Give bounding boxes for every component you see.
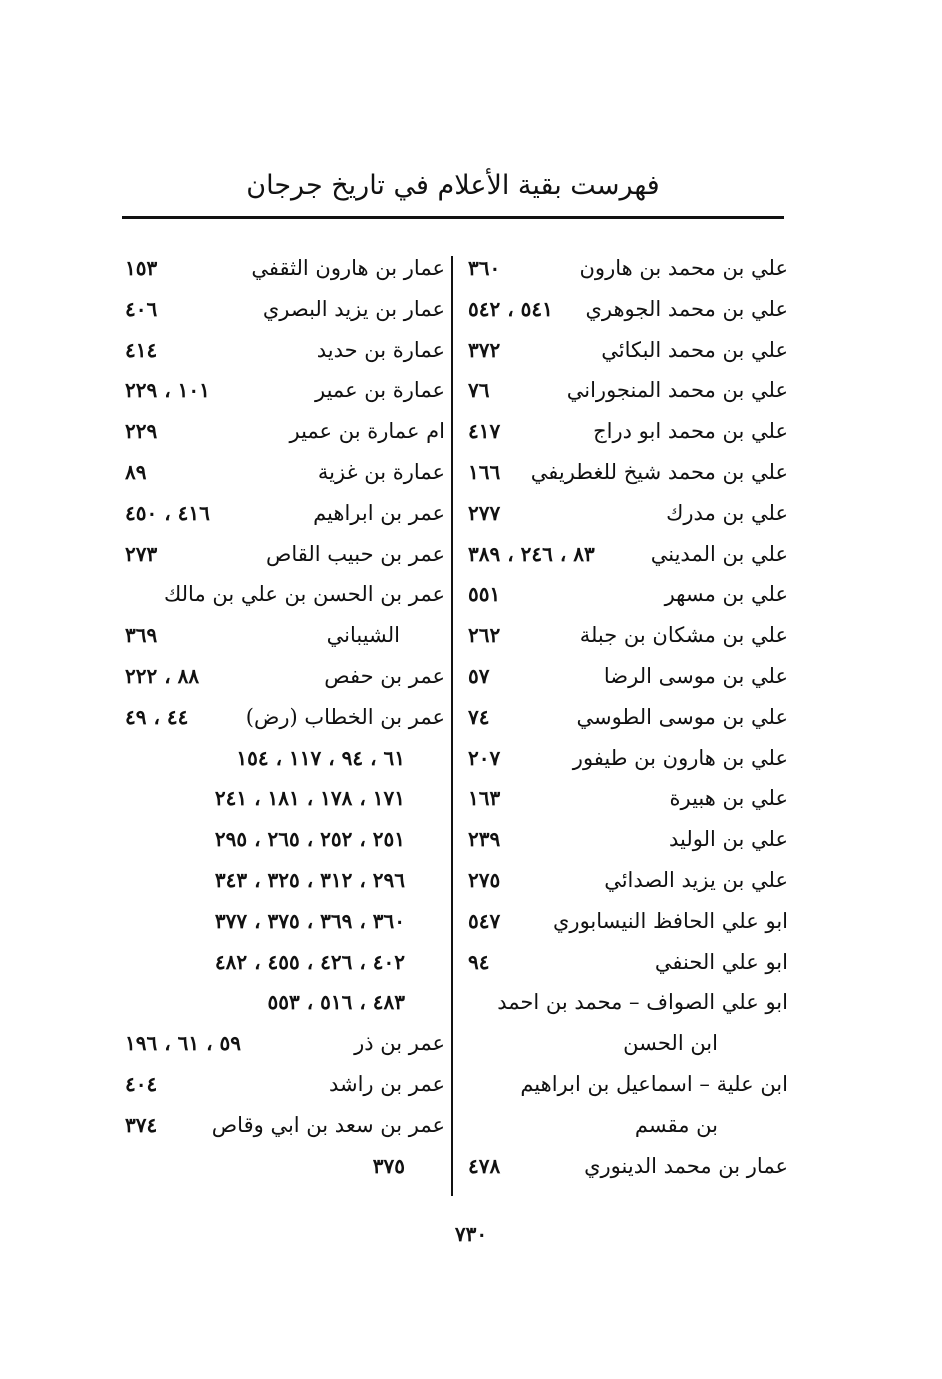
entry-pages: ٣٧٢ — [468, 337, 501, 362]
entry-pages: ٢٧٣ — [125, 541, 158, 566]
entry-pages: ٤٠٢ ، ٤٢٦ ، ٤٥٥ ، ٤٨٢ — [214, 949, 405, 974]
index-entry — [458, 860, 788, 901]
entry-name: علي بن مسهر — [664, 582, 788, 607]
entry-name: علي بن هارون بن طيفور — [572, 745, 788, 770]
index-entry-pages-continuation — [115, 901, 445, 942]
entry-pages: ١٥٣ — [125, 256, 158, 280]
entry-name: عمر بن ابراهيم — [313, 500, 445, 525]
index-entry — [115, 452, 445, 493]
index-entry — [458, 411, 788, 452]
index-entry — [115, 534, 445, 575]
entry-name: علي بن موسى الطوسي — [576, 704, 788, 729]
entry-pages: ٢٧٧ — [468, 500, 501, 525]
index-entry-pages-continuation — [115, 942, 445, 983]
entry-pages: ٨٣ ، ٢٤٦ ، ٣٨٩ — [468, 541, 595, 566]
entry-pages: ٤٠٦ — [125, 296, 158, 321]
index-entry — [458, 574, 788, 615]
entry-name: علي بن محمد بن هارون — [579, 256, 788, 280]
entry-pages: ٤٨٣ ، ٥١٦ ، ٥٥٣ — [267, 990, 405, 1015]
index-entry — [115, 574, 445, 615]
entry-name: ابو علي الحافظ النيسابوري — [552, 908, 788, 933]
entry-name: عمر بن الحسن بن علي بن مالك — [163, 582, 445, 607]
entry-pages: ٥٧ — [468, 663, 490, 688]
entry-pages: ٩٤ — [468, 949, 490, 974]
index-entry-continuation — [458, 1023, 788, 1064]
index-entry-pages-continuation — [115, 738, 445, 779]
entry-name: بن مقسم — [634, 1112, 718, 1137]
header-rule — [122, 216, 784, 219]
entry-name: عمر بن الخطاب (رض) — [245, 704, 445, 729]
entry-name: ابن الحسن — [623, 1031, 718, 1056]
entry-name: علي بن مشكان بن جبلة — [579, 623, 788, 648]
index-entry-pages-continuation — [115, 1146, 445, 1187]
index-entry — [458, 1146, 788, 1187]
entry-name: ابن علية – اسماعيل بن ابراهيم — [520, 1071, 788, 1096]
entry-name: علي بن المديني — [650, 541, 788, 566]
entry-pages: ٢٢٩ — [125, 419, 158, 444]
entry-name: علي بن محمد الجوهري — [585, 296, 788, 321]
entry-name: علي بن محمد البكائي — [601, 337, 788, 362]
index-entry — [458, 819, 788, 860]
index-entry — [458, 738, 788, 779]
entry-pages: ٣٧٥ — [372, 1153, 405, 1178]
entry-pages: ٤٠٤ — [125, 1071, 158, 1096]
entry-name: علي بن الوليد — [668, 827, 788, 852]
entry-name: علي بن يزيد الصدائي — [604, 867, 788, 892]
index-entry — [458, 452, 788, 493]
entry-name: علي بن هبيرة — [669, 786, 788, 811]
entry-pages: ٣٧٤ — [125, 1112, 158, 1137]
index-entry — [115, 493, 445, 534]
entry-pages: ٨٨ ، ٢٢٢ — [125, 663, 200, 688]
index-entry — [115, 289, 445, 330]
index-entry — [115, 330, 445, 371]
index-entry — [458, 697, 788, 738]
entry-pages: ١٦٣ — [468, 786, 501, 811]
entry-pages: ٨٩ — [125, 459, 147, 484]
entry-name: علي بن محمد المنجوراني — [566, 378, 788, 403]
entry-pages: ٢٠٧ — [468, 745, 501, 770]
entry-name: ابو علي الحنفي — [654, 949, 788, 974]
index-entry — [458, 493, 788, 534]
entry-pages: ٤١٤ — [125, 337, 158, 362]
entry-pages: ٤١٦ ، ٤٥٠ — [125, 500, 210, 525]
index-column-left — [115, 248, 445, 1186]
index-entry — [458, 289, 788, 330]
entry-name: عمر بن حفص — [324, 663, 445, 688]
entry-pages: ٣٦٠ — [468, 256, 501, 280]
index-entry — [458, 778, 788, 819]
index-entry — [458, 248, 788, 289]
index-entry — [115, 656, 445, 697]
entry-name: ابو علي الصواف – محمد بن احمد — [497, 990, 788, 1015]
entry-pages: ٣٦٠ ، ٣٦٩ ، ٣٧٥ ، ٣٧٧ — [214, 908, 405, 933]
page-title: فهرست بقية الأعلام في تاريخ جرجان — [246, 170, 660, 201]
entry-pages: ٣٦٩ — [125, 623, 158, 648]
entry-pages: ٦١ ، ٩٤ ، ١١٧ ، ١٥٤ — [236, 745, 405, 770]
entry-pages: ٥٤١ ، ٥٤٢ — [468, 296, 553, 321]
index-entry-pages-continuation — [115, 860, 445, 901]
entry-pages: ٢٦٢ — [468, 623, 501, 648]
entry-name: عمر بن سعد بن ابي وقاص — [211, 1112, 445, 1137]
index-entry — [115, 1023, 445, 1064]
entry-pages: ٤٧٨ — [468, 1153, 501, 1178]
index-entry — [458, 1064, 788, 1105]
entry-pages: ١٠١ ، ٢٢٩ — [125, 378, 210, 403]
entry-name: عمر بن ذر — [354, 1031, 445, 1056]
entry-pages: ٤١٧ — [468, 419, 501, 444]
index-entry-pages-continuation — [115, 778, 445, 819]
entry-pages: ٥٤٧ — [468, 908, 501, 933]
index-entry — [458, 534, 788, 575]
index-entry — [115, 411, 445, 452]
page-number: ٧٣٠ — [454, 1222, 488, 1246]
entry-name: علي بن محمد ابو دراج — [593, 419, 788, 444]
index-entry-continuation — [458, 1105, 788, 1146]
index-entry — [458, 982, 788, 1023]
index-entry-pages-continuation — [115, 982, 445, 1023]
entry-name: الشيباني — [326, 623, 400, 648]
entry-name: عمار بن محمد الدينوري — [584, 1153, 788, 1178]
index-entry — [458, 942, 788, 983]
index-entry — [115, 1064, 445, 1105]
entry-pages: ٢٧٥ — [468, 867, 501, 892]
entry-pages: ٥٩ ، ٦١ ، ١٩٦ — [125, 1031, 241, 1056]
index-entry — [458, 901, 788, 942]
index-entry — [115, 1105, 445, 1146]
entry-name: عمر بن حبيب القاص — [265, 541, 445, 566]
entry-name: عمار بن يزيد البصري — [262, 296, 445, 321]
index-entry — [458, 615, 788, 656]
index-entry-continuation — [115, 615, 445, 656]
entry-name: عمارة بن حديد — [316, 337, 445, 362]
entry-name: عمار بن هارون الثقفي — [251, 256, 445, 280]
entry-pages: ١٧١ ، ١٧٨ ، ١٨١ ، ٢٤١ — [214, 786, 405, 811]
entry-name: علي بن مدرك — [666, 500, 788, 525]
entry-pages: ٢٣٩ — [468, 827, 501, 852]
entry-name: عمارة بن غزية — [317, 459, 445, 484]
index-column-right — [458, 248, 788, 1186]
index-entry — [115, 370, 445, 411]
entry-pages: ٢٩٦ ، ٣١٢ ، ٣٢٥ ، ٣٤٣ — [214, 867, 405, 892]
entry-name: عمارة بن عمير — [315, 378, 445, 403]
entry-pages: ٧٤ — [468, 704, 490, 729]
index-entry — [458, 656, 788, 697]
entry-pages: ١٦٦ — [468, 459, 501, 484]
index-entry — [458, 370, 788, 411]
entry-name: عمر بن راشد — [328, 1071, 445, 1096]
index-entry — [115, 248, 445, 289]
entry-pages: ٥٥١ — [468, 582, 501, 607]
column-divider — [451, 256, 453, 1196]
entry-name: ام عمارة بن عمير — [289, 419, 445, 444]
index-entry — [115, 697, 445, 738]
entry-name: علي بن محمد شيخ للغطريفي — [530, 459, 788, 484]
entry-name: علي بن موسى الرضا — [603, 663, 788, 688]
entry-pages: ٧٦ — [468, 378, 490, 403]
index-entry — [458, 330, 788, 371]
index-entry-pages-continuation — [115, 819, 445, 860]
entry-pages: ٢٥١ ، ٢٥٢ ، ٢٦٥ ، ٢٩٥ — [214, 827, 405, 852]
entry-pages: ٤٤ ، ٤٩ — [125, 704, 189, 729]
